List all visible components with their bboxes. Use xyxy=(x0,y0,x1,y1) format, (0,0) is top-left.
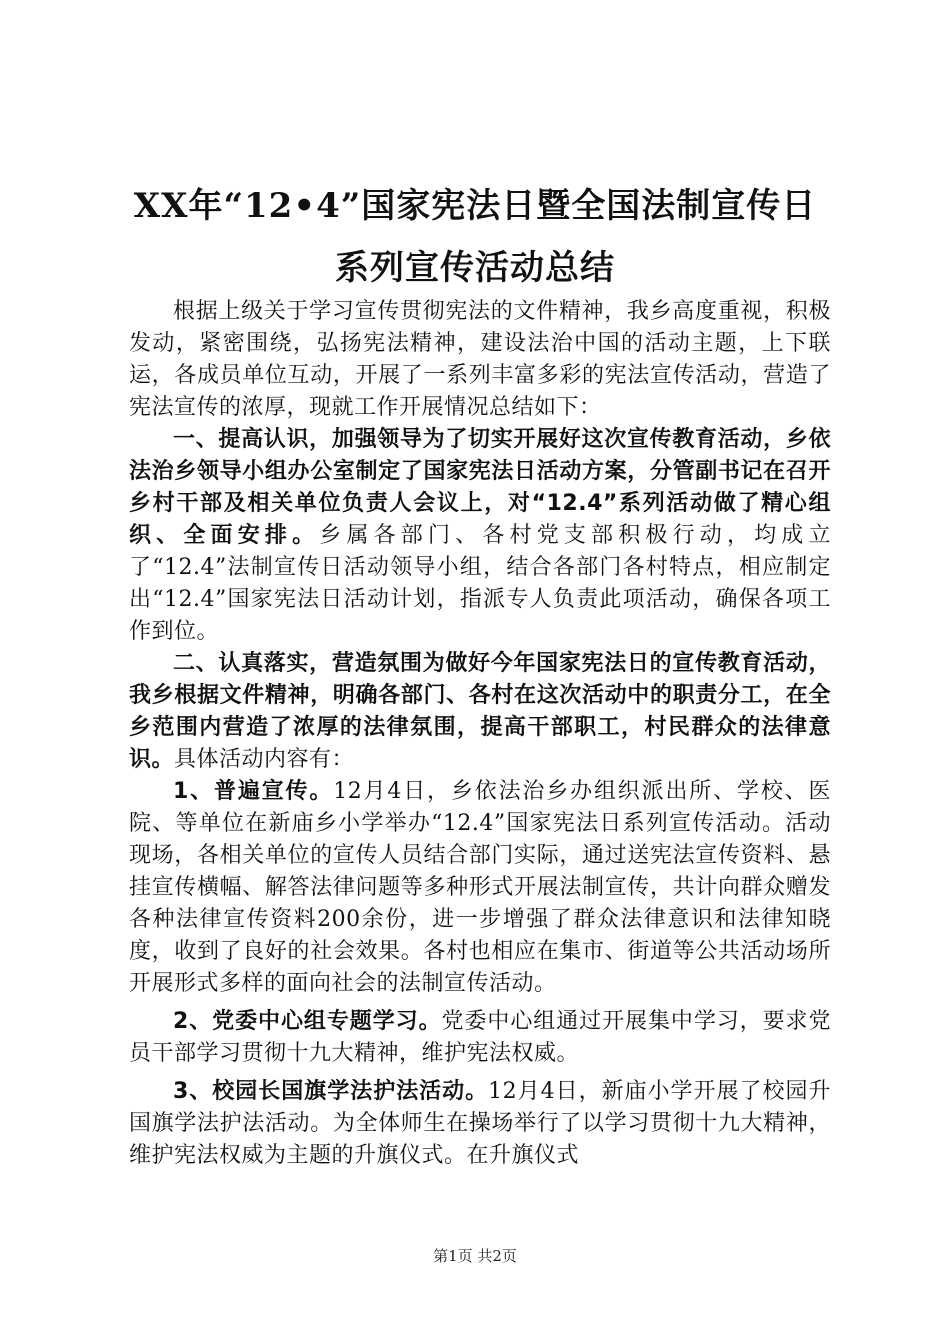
paragraph-text: 12月4日，新庙小学开展了校园升国旗学法护法活动。为全体师生在操场举行了以学习贯彻十九大精神，维护宪法权威为主题的升旗仪式。在升旗仪式 xyxy=(129,1079,831,1168)
document-title-line1: XX年“12•4”国家宪法日暨全国法制宣传日 xyxy=(133,186,817,226)
paragraph-section-1 xyxy=(129,424,831,648)
section-heading: 一、提高认识，加强领导为了切实开展好这次宣传教育活动，乡依法治乡领导小组办公室制定了国家宪法日活动方案，分管副书记在召开乡村干部及相关单位负责人会议上，对“12.4”系列活动做了精心组织、全面安排。 xyxy=(129,427,831,548)
paragraph-text: 党委中心组通过开展集中学习，要求党员干部学习贯彻十九大精神，维护宪法权威。 xyxy=(129,1009,831,1066)
section-heading: 二、认真落实，营造氛围为做好今年国家宪法日的宣传教育活动，我乡根据文件精神，明确各部门、各村在这次活动中的职责分工，在全乡范围内营造了浓厚的法律氛围，提高干部职工，村民群众的法律意识。 xyxy=(129,651,831,772)
paragraph-item-3 xyxy=(129,1076,831,1172)
document-body xyxy=(129,296,831,1172)
item-heading: 3、校园长国旗学法护法活动。 xyxy=(173,1079,489,1104)
paragraph-text: 具体活动内容有： xyxy=(174,747,355,772)
paragraph-text: 乡属各部门、各村党支部积极行动，均成立了“12.4”法制宣传日活动领导小组，结合各部门各村特点，相应制定出“12.4”国家宪法日活动计划，指派专人负责此项活动，确保各项工作到位。 xyxy=(129,523,831,644)
item-heading: 2、党委中心组专题学习。 xyxy=(173,1009,442,1034)
paragraph-item-1 xyxy=(129,776,831,1000)
paragraph-intro xyxy=(129,296,831,424)
paragraph-text: 12月4日，乡依法治乡办组织派出所、学校、医院、等单位在新庙乡小学举办“12.4”国家宪法日系列宣传活动。活动现场，各相关单位的宣传人员结合部门实际，通过送宪法宣传资料、悬挂宣传横幅、解答法律问题等多种形式开展法制宣传，共计向群众赠发各种法律宣传资料200余份，进一步增强了群众法律意识和法律知晓度，收到了良好的社会效果。各村也相应在集市、街道等公共活动场所开展形式多样的面向社会的法制宣传活动。 xyxy=(129,779,832,996)
document-title-line2: 系列宣传活动总结 xyxy=(335,248,615,288)
paragraph-section-2 xyxy=(129,648,831,776)
paragraph-item-2 xyxy=(129,1006,831,1070)
item-heading: 1、普遍宣传。 xyxy=(173,779,334,804)
paragraph-text: 根据上级关于学习宣传贯彻宪法的文件精神，我乡高度重视，积极发动，紧密围绕，弘扬宪法精神，建设法治中国的活动主题，上下联运，各成员单位互动，开展了一系列丰富多彩的宪法宣传活动，营造了宪法宣传的浓厚，现就工作开展情况总结如下： xyxy=(129,299,831,420)
page-footer: 第1页 共2页 xyxy=(433,1247,517,1265)
